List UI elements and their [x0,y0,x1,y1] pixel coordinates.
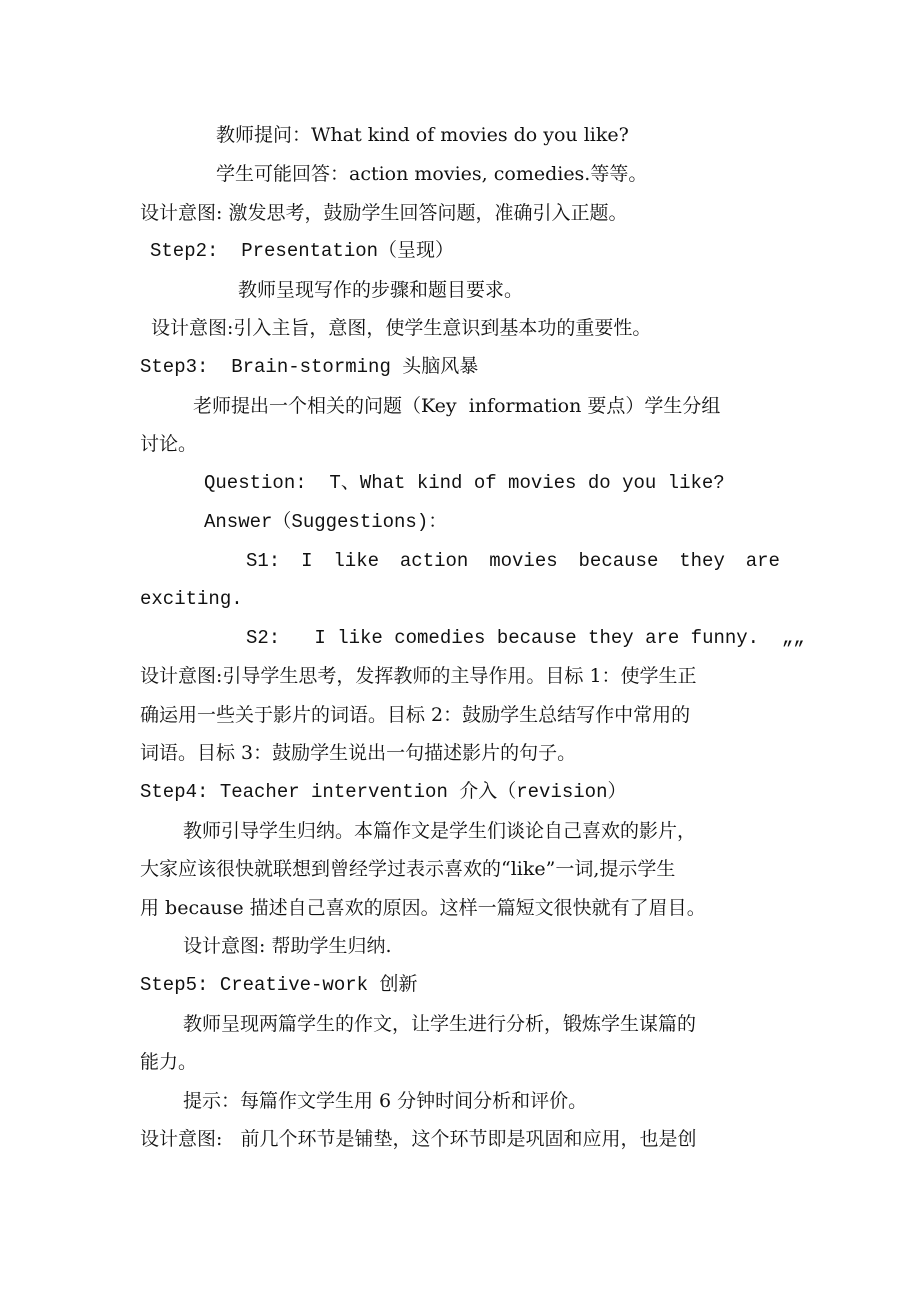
s1-word: because [578,550,659,572]
student-answer-line: 学生可能回答：action movies, comedies.等等。 [216,163,648,185]
step5-text-2: 能力。 [140,1051,198,1073]
step2-text: 教师呈现写作的步骤和题目要求。 [238,279,524,301]
step4-text-2: 大家应该很快就联想到曾经学过表示喜欢的“like”一词,提示学生 [140,858,676,880]
s1-word: I [301,550,313,572]
answer-line: Answer（Suggestions)： [204,511,448,533]
s1-word: movies [489,550,558,572]
step4-heading: Step4: Teacher intervention 介入（revision） [140,781,627,803]
hint-line: 提示：每篇作文学生用 6 分钟时间分析和评价。 [183,1090,588,1112]
design-intent-4: 设计意图: 帮助学生归纳. [183,935,392,957]
design-intent-3-line-3: 词语。目标 3：鼓励学生说出一句描述影片的句子。 [140,742,577,764]
s1-word: like [333,550,380,572]
s1-word: are [745,550,780,572]
design-intent-3-line-1: 设计意图:引导学生思考，发挥教师的主导作用。目标 1：使学生正 [140,665,697,687]
s1-continuation: exciting. [140,588,243,610]
step5-text-1: 教师呈现两篇学生的作文，让学生进行分析，锻炼学生谋篇的 [183,1013,697,1035]
step4-text-3: 用 because 描述自己喜欢的原因。这样一篇短文很快就有了眉目。 [140,897,706,919]
s1-line [246,548,780,574]
question-line: Question: T、What kind of movies do you like? [204,472,725,494]
design-intent-5: 设计意图: 前几个环节是铺垫，这个环节即是巩固和应用，也是创 [140,1128,697,1150]
s2-line: S2: I like comedies because they are funny. „„ [246,627,805,649]
design-intent-3-line-2: 确运用一些关于影片的词语。目标 2：鼓励学生总结写作中常用的 [140,704,691,726]
s1-word: action [399,550,469,572]
s1-word: S1: [246,550,281,572]
step3-heading: Step3: Brain-storming 头脑风暴 [140,356,479,378]
step4-text-1: 教师引导学生归纳。本篇作文是学生们谈论自己喜欢的影片， [183,820,697,842]
design-intent-2: 设计意图:引入主旨，意图，使学生意识到基本功的重要性。 [151,317,652,339]
step2-heading: Step2: Presentation（呈现） [150,240,455,262]
design-intent-1: 设计意图: 激发思考，鼓励学生回答问题，准确引入正题。 [140,202,628,224]
s1-word: they [679,550,725,572]
step5-heading: Step5: Creative-work 创新 [140,974,418,996]
step3-text-2: 讨论。 [140,433,198,455]
teacher-question-line: 教师提问：What kind of movies do you like? [216,124,629,146]
step3-text-1: 老师提出一个相关的问题（Key information 要点）学生分组 [193,395,721,417]
